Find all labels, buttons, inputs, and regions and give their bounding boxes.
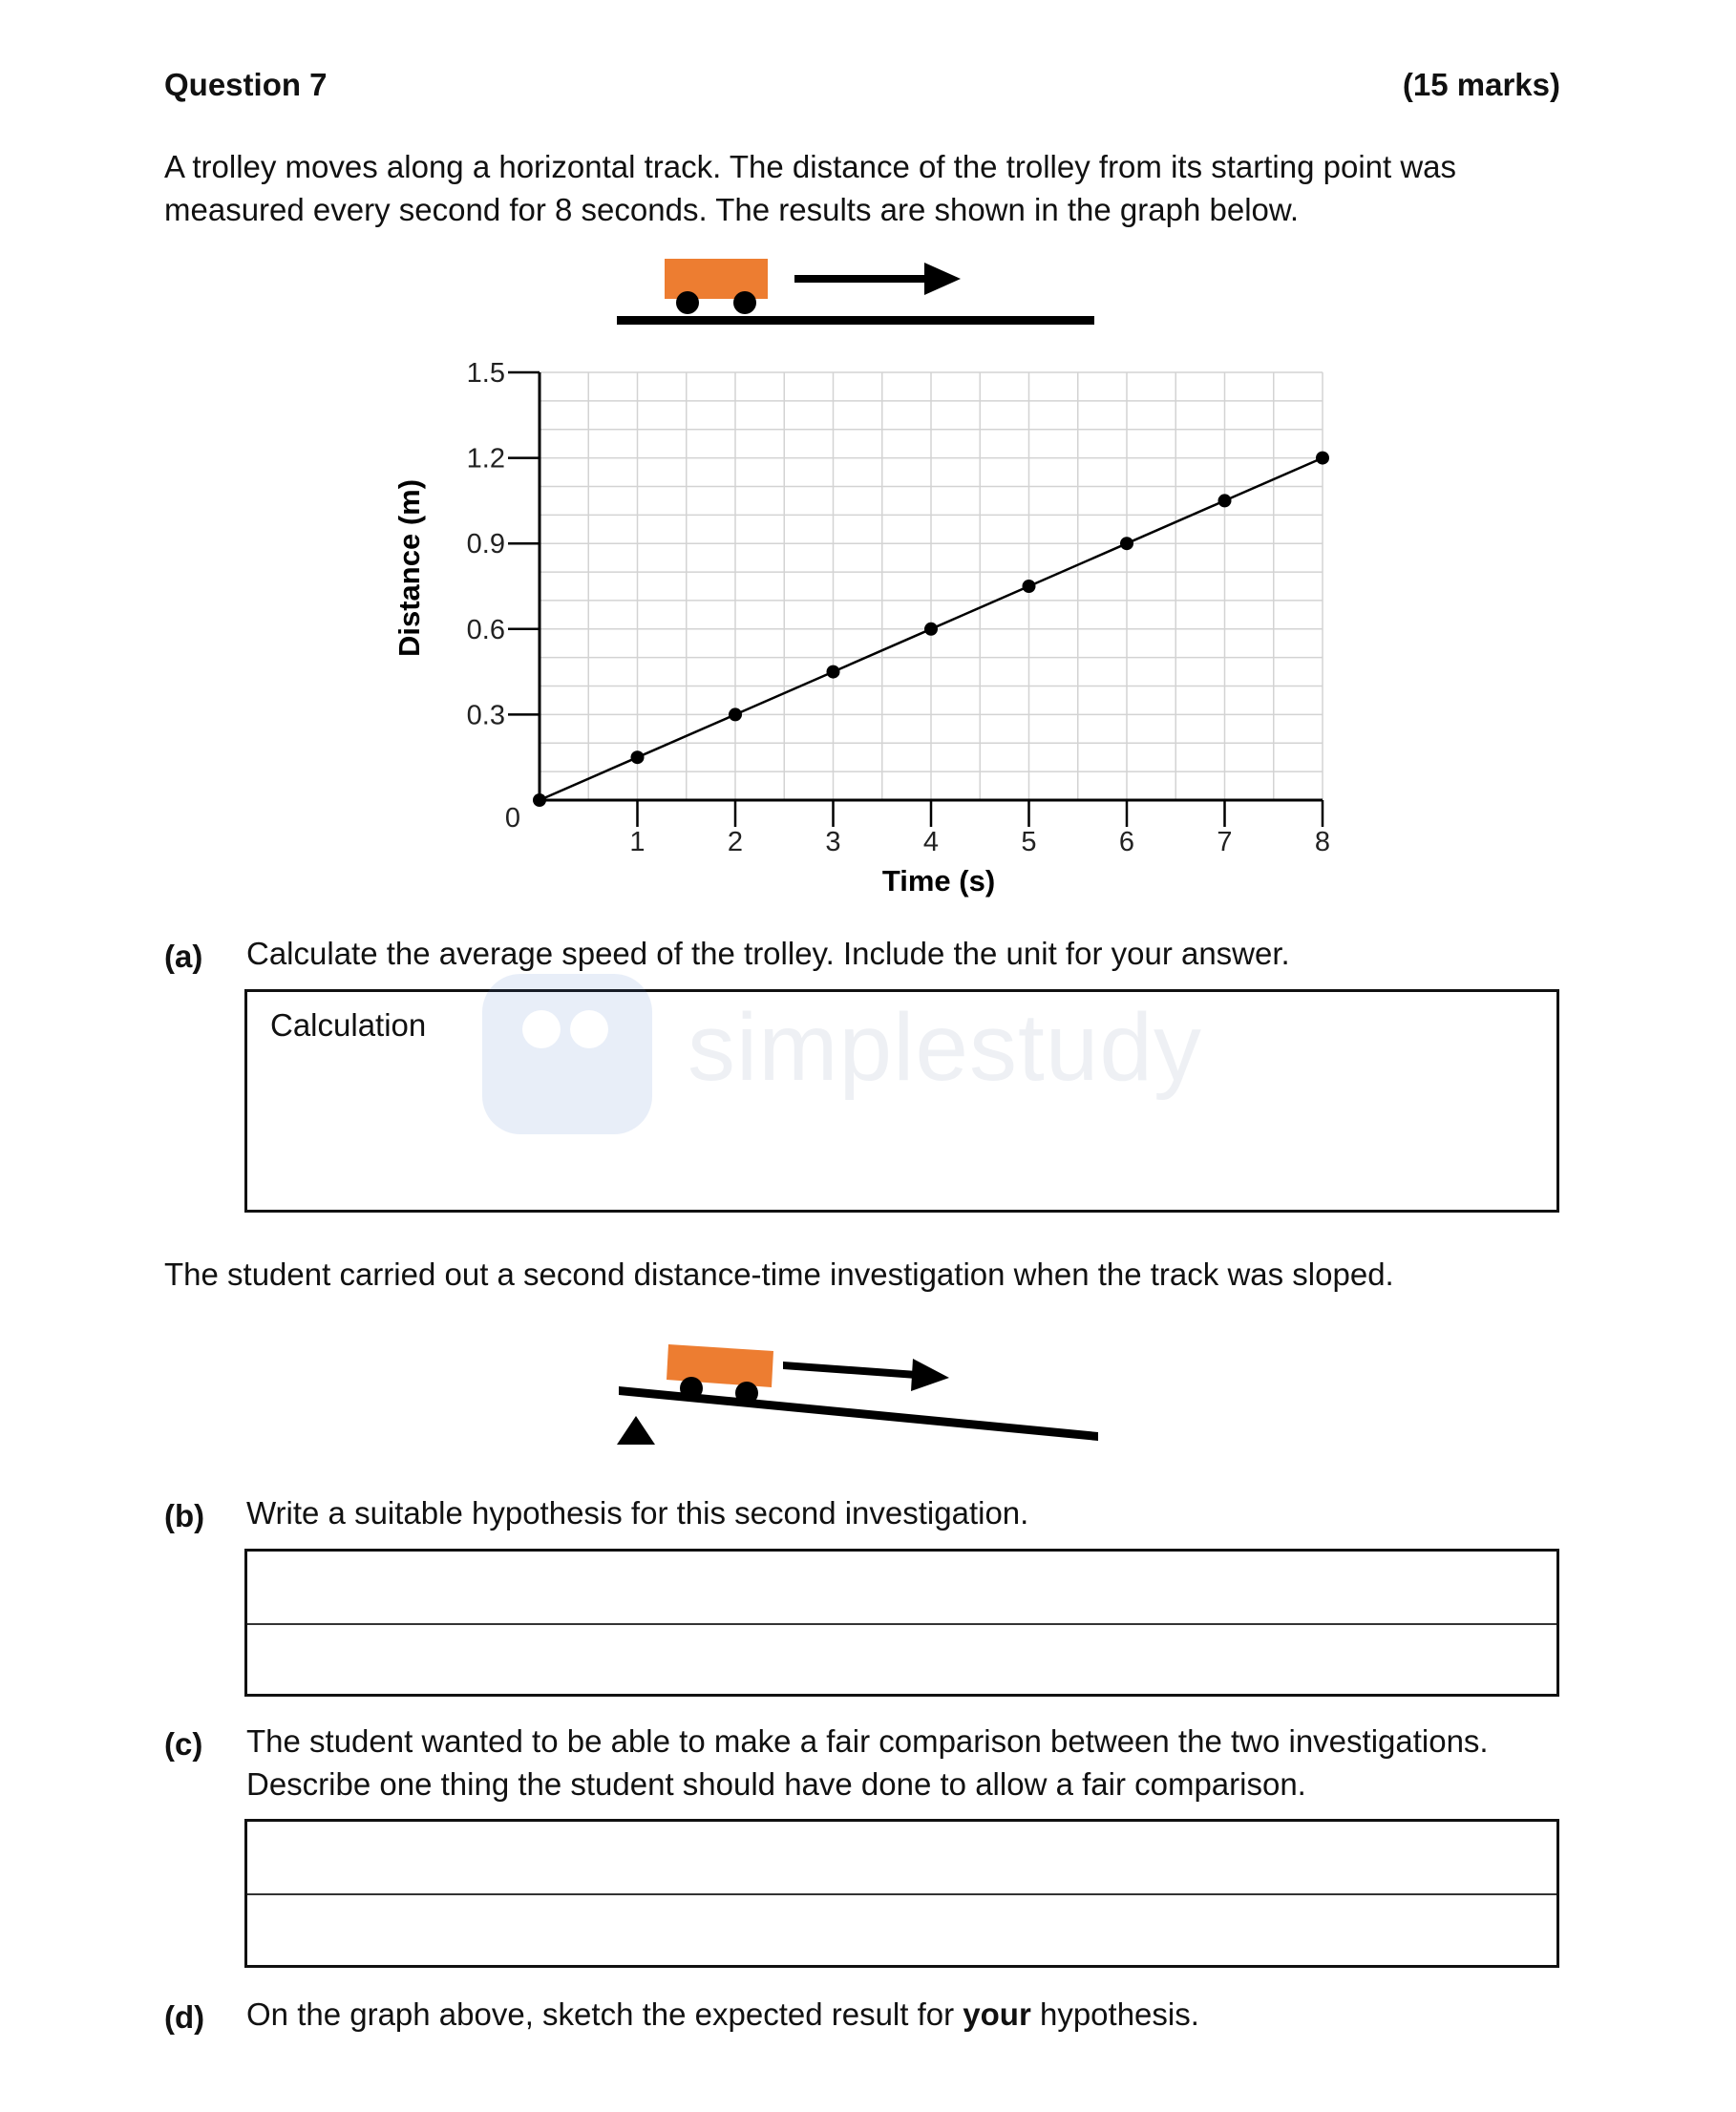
- part-b-text: Write a suitable hypothesis for this second investigation.: [246, 1495, 1029, 1531]
- sloped-trolley-body: [667, 1344, 773, 1387]
- part-d-text-start: On the graph above, sketch the expected result for: [246, 1996, 963, 2032]
- part-d-text: [246, 1993, 1583, 2036]
- answer-line: [247, 1623, 1556, 1625]
- x-tick-label: 2: [727, 827, 744, 857]
- data-point: [1316, 452, 1329, 465]
- x-tick-label: 7: [1217, 827, 1233, 857]
- question-marks: (15 marks): [1402, 67, 1560, 102]
- chart-axes: [467, 358, 1330, 857]
- question-intro: [164, 145, 1577, 231]
- distance-time-graph: [382, 344, 1356, 907]
- intro-line-2: measured every second for 8 seconds. The results are shown in the graph below.: [164, 192, 1300, 227]
- chart-grid: [540, 372, 1323, 800]
- x-tick-label: 5: [1021, 827, 1037, 857]
- part-a-answer-box[interactable]: [244, 989, 1559, 1213]
- trolley-wheel-left: [676, 291, 699, 314]
- sloped-trolley-wheel-left: [680, 1377, 703, 1400]
- motion-arrow-head: [924, 263, 961, 295]
- data-point: [924, 623, 938, 636]
- sloped-track-diagram: [602, 1332, 1117, 1456]
- horizontal-track-diagram: [611, 253, 1108, 329]
- question-title: Question 7: [164, 67, 328, 102]
- motion-arrow-shaft: [794, 275, 928, 283]
- y-tick-label: 1.5: [466, 358, 505, 389]
- data-point: [827, 665, 840, 679]
- horizontal-track: [617, 316, 1094, 325]
- intro-line-1: A trolley moves along a horizontal track. The distance of the trolley from its starting point was: [164, 149, 1457, 184]
- sloped-motion-arrow-head: [911, 1359, 949, 1391]
- slope-support-triangle: [617, 1416, 655, 1445]
- chart-x-axis-label: Time (s): [881, 864, 996, 898]
- x-tick-label: 3: [825, 827, 841, 857]
- data-point: [533, 793, 546, 807]
- data-point: [1218, 494, 1232, 507]
- data-point: [1023, 580, 1036, 593]
- part-c-label: (c): [164, 1726, 203, 1762]
- answer-line: [247, 1893, 1556, 1895]
- second-investigation-text: The student carried out a second distance-time investigation when the track was sloped.: [164, 1257, 1394, 1292]
- x-tick-label: 1: [629, 827, 646, 857]
- sloped-motion-arrow-shaft: [783, 1362, 917, 1379]
- x-tick-label: 6: [1118, 827, 1135, 857]
- origin-label: 0: [504, 803, 520, 834]
- part-c-line-1: The student wanted to be able to make a fair comparison between the two investigations.: [246, 1723, 1489, 1759]
- watermark-text: simplestudy: [688, 994, 1202, 1101]
- part-b-label: (b): [164, 1498, 205, 1533]
- part-d-text-emphasis: your: [963, 1996, 1031, 2032]
- trolley-body: [665, 259, 768, 299]
- data-point: [729, 708, 742, 721]
- part-c-answer-box[interactable]: [244, 1819, 1559, 1968]
- part-c-text: [246, 1720, 1583, 1806]
- part-c-line-2: Describe one thing the student should have done to allow a fair comparison.: [246, 1766, 1306, 1802]
- chart-y-axis-label: Distance (m): [392, 478, 426, 658]
- sloped-trolley-wheel-right: [735, 1382, 758, 1404]
- part-a-text: Calculate the average speed of the trolley. Include the unit for your answer.: [246, 936, 1290, 971]
- part-b-answer-box[interactable]: [244, 1549, 1559, 1697]
- y-tick-label: 1.2: [466, 443, 505, 475]
- part-d-text-end: hypothesis.: [1030, 1996, 1199, 2032]
- calculation-label: Calculation: [270, 1007, 427, 1043]
- data-point: [631, 750, 645, 764]
- part-a-label: (a): [164, 939, 203, 974]
- y-tick-label: 0.9: [466, 529, 505, 560]
- x-tick-label: 8: [1314, 827, 1331, 857]
- y-tick-label: 0.3: [466, 700, 505, 731]
- part-d-label: (d): [164, 1999, 205, 2035]
- x-tick-label: 4: [922, 827, 940, 857]
- y-tick-label: 0.6: [466, 614, 505, 645]
- data-point: [1120, 537, 1133, 550]
- trolley-wheel-right: [733, 291, 756, 314]
